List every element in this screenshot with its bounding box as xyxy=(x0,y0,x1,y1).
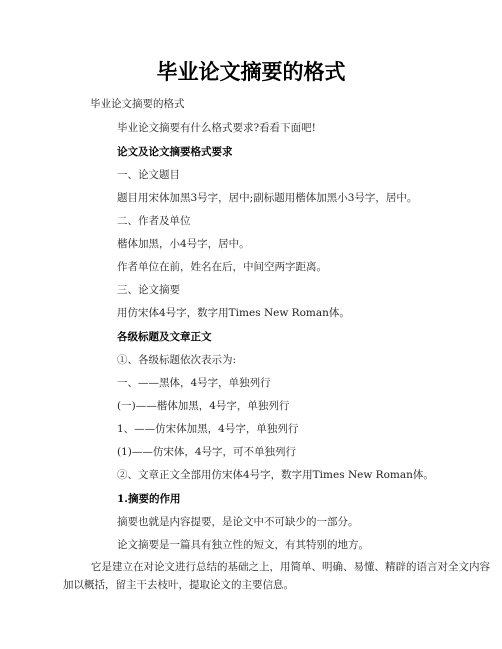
section-heading-body: 各级标题及文章正文 xyxy=(117,331,212,343)
intro-heading: 毕业论文摘要的格式 xyxy=(90,98,185,110)
section-heading-format-requirements: 论文及论文摘要格式要求 xyxy=(117,146,233,158)
paragraph-title-format: 题目用宋体加黑3号字，居中;副标题用楷体加黑小3号字，居中。 xyxy=(117,192,418,204)
heading-level-4: (1)——仿宋体，4号字，可不单独列行 xyxy=(117,446,297,458)
paragraph-abstract-font: 用仿宋体4号字，数字用Times New Roman体。 xyxy=(117,307,350,319)
heading-level-3: 1、——仿宋体加黑，4号字，单独列行 xyxy=(117,423,299,435)
item-heading-author: 二、作者及单位 xyxy=(117,215,191,227)
paragraph-abstract-definition: 摘要也就是内容提要，是论文中不可缺少的一部分。 xyxy=(117,516,359,528)
intro-question: 毕业论文摘要有什么格式要求?看看下面吧! xyxy=(117,122,316,134)
heading-level-2: (一)——楷体加黑，4号字，单独列行 xyxy=(117,400,290,412)
paragraph-abstract-summary: 它是建立在对论文进行总结的基础之上，用简单、明确、易懂、精辟的语言对全文内容加以概括，留主干去枝叶，提取论文的主要信息。 xyxy=(63,561,490,591)
document-title: 毕业论文摘要的格式 xyxy=(156,59,346,84)
paragraph-author-order: 作者单位在前，姓名在后，中间空两字距离。 xyxy=(117,261,327,273)
section-heading-abstract-role: 1.摘要的作用 xyxy=(117,493,181,505)
paragraph-heading-levels: ①、各级标题依次表示为: xyxy=(117,354,237,366)
paragraph-body-font: ②、文章正文全部用仿宋体4号字，数字用Times New Roman体。 xyxy=(117,469,434,481)
paragraph-abstract-independent: 论文摘要是一篇具有独立性的短文，有其特别的地方。 xyxy=(117,539,369,551)
heading-level-1: 一、——黑体，4号字，单独列行 xyxy=(117,377,271,389)
item-heading-title: 一、论文题目 xyxy=(117,169,180,181)
item-heading-abstract: 三、论文摘要 xyxy=(117,284,180,296)
paragraph-author-font: 楷体加黑，小4号字，居中。 xyxy=(117,238,250,250)
